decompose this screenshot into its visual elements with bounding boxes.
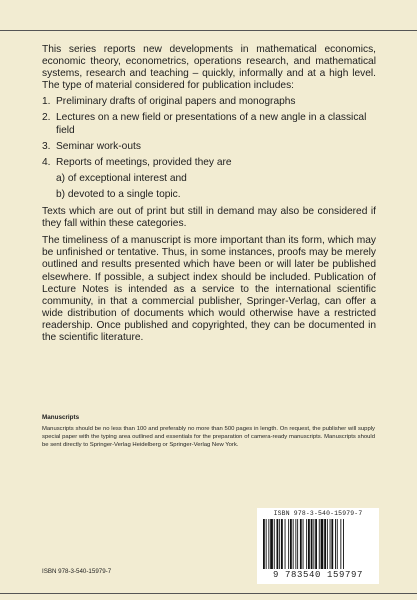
list-item: 3. Seminar work-outs bbox=[42, 140, 141, 152]
top-border-line bbox=[0, 30, 417, 31]
list-item: b) devoted to a single topic. bbox=[56, 188, 181, 200]
manuscripts-heading: Manuscripts bbox=[42, 414, 80, 421]
barcode bbox=[257, 508, 379, 584]
bottom-border-line bbox=[0, 593, 417, 594]
isbn-text: ISBN 978-3-540-15979-7 bbox=[42, 568, 112, 575]
out-of-print-paragraph: Texts which are out of print but still in demand may also be considered if they fall within these categories. bbox=[42, 206, 376, 230]
list-item: a) of exceptional interest and bbox=[56, 172, 187, 184]
meeting-conditions-list bbox=[56, 173, 376, 201]
intro-paragraph: This series reports new developments in mathematical economics, economic theory, econometrics, operations research, and mathematical systems, research and teaching – quickly, informally and at a high level. The type of material considered for publication includes: bbox=[42, 44, 376, 92]
list-item: 4. Reports of meetings, provided they are a) of exceptional interest and b) devoted to a single topic. bbox=[42, 157, 376, 201]
barcode-bars-image bbox=[261, 519, 375, 571]
barcode-digits: 9 783540 159797 bbox=[272, 570, 363, 580]
barcode-isbn-label: ISBN 978-3-540-15979-7 bbox=[273, 510, 363, 517]
manuscripts-paragraph: Manuscripts should be no less than 100 and preferably no more than 500 pages in length. On request, the publisher will supply special paper with the typing area outlined and essentials for the preparation of camera-ready manuscripts. Manuscripts should be sent directly to Springer-Verlag Heidelberg or Springer-Verlag New York. bbox=[42, 426, 375, 448]
material-list bbox=[42, 96, 376, 201]
series-description bbox=[42, 44, 376, 344]
list-item: 2. Lectures on a new field or presentations of a new angle in a classical field bbox=[42, 112, 367, 136]
list-item: 1. Preliminary drafts of original papers and monographs bbox=[42, 96, 296, 108]
timeliness-paragraph: The timeliness of a manuscript is more important than its form, which may be unfinished or tentative. Thus, in some instances, proofs may be merely outlined and results presented which have been or will later be published elsewhere. If possible, a subject index should be included. Publication of Lecture Notes is intended as a service to the international scientific community, in that a commercial publisher, Springer-Verlag, can offer a wide distribution of documents which would otherwise have a restricted readership. Once published and copyrighted, they can be documented in the scientific literature. bbox=[42, 235, 376, 343]
